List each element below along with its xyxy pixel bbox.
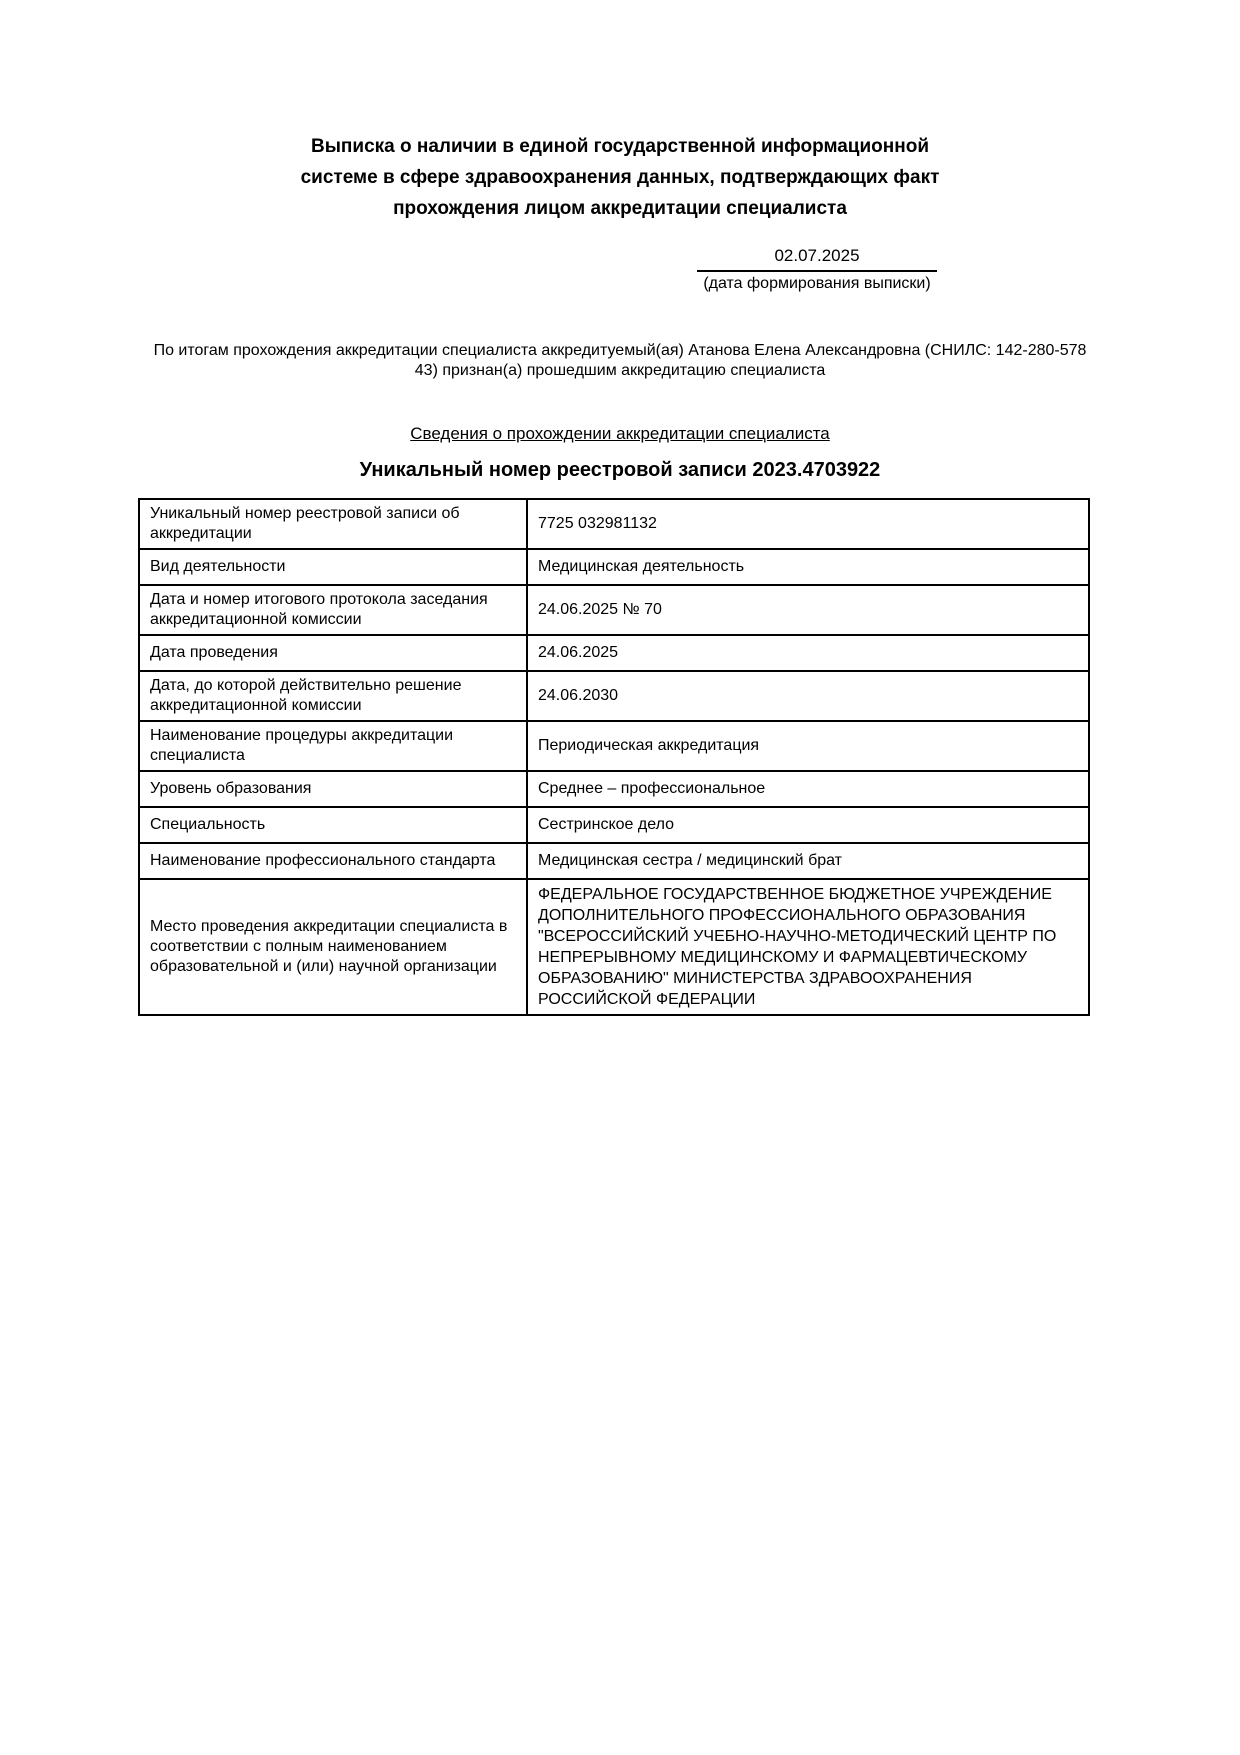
document-title xyxy=(0,131,1240,224)
section-heading xyxy=(0,423,1240,445)
row-label: Наименование профессионального стандарта xyxy=(139,843,527,879)
accreditation-table xyxy=(138,498,1090,1016)
row-label: Вид деятельности xyxy=(139,549,527,585)
table-row xyxy=(139,585,1089,635)
extract-date-caption: (дата формирования выписки) xyxy=(703,275,931,292)
table-row xyxy=(139,671,1089,721)
table-row xyxy=(139,499,1089,549)
row-label: Место проведения аккредитации специалиста в соответствии с полным наименованием образовательной и (или) научной организации xyxy=(139,879,527,1015)
table-row xyxy=(139,879,1089,1015)
row-value: Медицинская деятельность xyxy=(527,549,1089,585)
row-value: Периодическая аккредитация xyxy=(527,721,1089,771)
document-title-line: Выписка о наличии в единой государственной информационной xyxy=(310,136,930,157)
row-value: Среднее – профессиональное xyxy=(527,771,1089,807)
row-value: Сестринское дело xyxy=(527,807,1089,843)
row-value: 24.06.2025 № 70 xyxy=(527,585,1089,635)
row-value: Медицинская сестра / медицинский брат xyxy=(527,843,1089,879)
table-row xyxy=(139,635,1089,671)
intro-paragraph-line: 43) признан(а) прошедшим аккредитацию специалиста xyxy=(414,362,826,379)
table-row xyxy=(139,721,1089,771)
row-label: Наименование процедуры аккредитации специалиста xyxy=(139,721,527,771)
registry-number-heading: Уникальный номер реестровой записи 2023.4703922 xyxy=(359,459,881,481)
row-label: Уровень образования xyxy=(139,771,527,807)
row-label: Уникальный номер реестровой записи об аккредитации xyxy=(139,499,527,549)
extract-date-block xyxy=(697,243,937,294)
row-label: Специальность xyxy=(139,807,527,843)
row-value: 7725 032981132 xyxy=(527,499,1089,549)
extract-date: 02.07.2025 xyxy=(697,243,937,272)
document-title-line: системе в сфере здравоохранения данных, подтверждающих факт xyxy=(300,167,940,188)
table-row xyxy=(139,771,1089,807)
row-label: Дата, до которой действительно решение аккредитационной комиссии xyxy=(139,671,527,721)
table-row xyxy=(139,843,1089,879)
row-value: 24.06.2025 xyxy=(527,635,1089,671)
row-value: 24.06.2030 xyxy=(527,671,1089,721)
intro-paragraph-line: По итогам прохождения аккредитации специалиста аккредитуемый(ая) Атанова Елена Александровна (СНИЛС: 142-280-578 xyxy=(153,342,1087,359)
table-row xyxy=(139,549,1089,585)
row-label: Дата проведения xyxy=(139,635,527,671)
row-value: ФЕДЕРАЛЬНОЕ ГОСУДАРСТВЕННОЕ БЮДЖЕТНОЕ УЧРЕЖДЕНИЕ ДОПОЛНИТЕЛЬНОГО ПРОФЕССИОНАЛЬНОГО ОБРАЗОВАНИЯ "ВСЕРОССИЙСКИЙ УЧЕБНО-НАУЧНО-МЕТОДИЧЕСКИЙ ЦЕНТР ПО НЕПРЕРЫВНОМУ МЕДИЦИНСКОМУ И ФАРМАЦЕВТИЧЕСКОМУ ОБРАЗОВАНИЮ" МИНИСТЕРСТВА ЗДРАВООХРАНЕНИЯ РОССИЙСКОЙ ФЕДЕРАЦИИ xyxy=(527,879,1089,1015)
intro-paragraph xyxy=(0,341,1240,381)
document-title-line: прохождения лицом аккредитации специалиста xyxy=(393,198,847,219)
table-row xyxy=(139,807,1089,843)
section-heading-text: Сведения о прохождении аккредитации специалиста xyxy=(410,424,830,443)
row-label: Дата и номер итогового протокола заседания аккредитационной комиссии xyxy=(139,585,527,635)
